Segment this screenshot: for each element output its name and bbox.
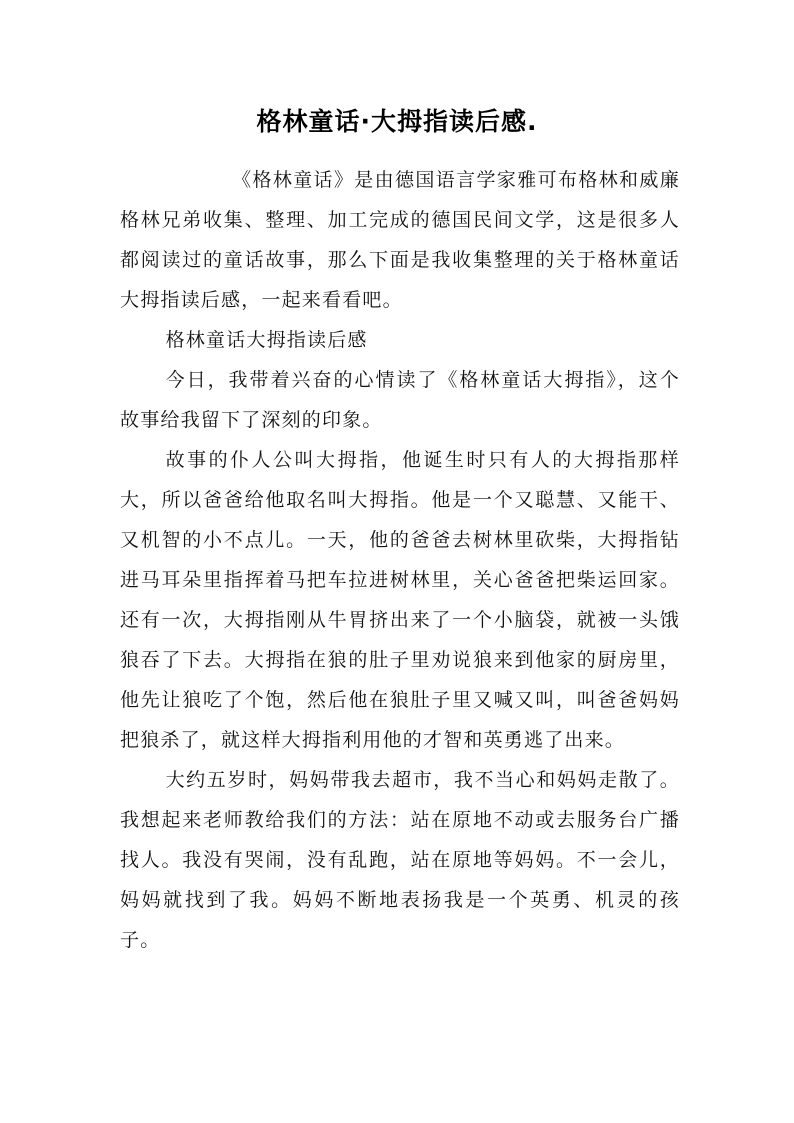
body-paragraph: 大约五岁时，妈妈带我去超市，我不当心和妈妈走散了。我想起来老师教给我们的方法：站在原地不动或去服务台广播找人。我没有哭闹，没有乱跑，站在原地等妈妈。不一会儿，妈妈就找到了我。妈妈不断地表扬我是一个英勇、机灵的孩子。 — [120, 769, 680, 951]
body-paragraph: 故事的仆人公叫大拇指，他诞生时只有人的大拇指那样大，所以爸爸给他取名叫大拇指。他是一个又聪慧、又能干、又机智的小不点儿。一天，他的爸爸去树林里砍柴，大拇指钻进马耳朵里指挥着马把车拉进树林里，关心爸爸把柴运回家。还有一次，大拇指刚从牛胃挤出来了一个小脑袋，就被一头饿狼吞了下去。大拇指在狼的肚子里劝说狼来到他家的厨房里，他先让狼吃了个饱，然后他在狼肚子里又喊又叫，叫爸爸妈妈把狼杀了，就这样大拇指利用他的才智和英勇逃了出来。 — [120, 449, 680, 751]
body-paragraph: 今日，我带着兴奋的心情读了《格林童话大拇指》，这个故事给我留下了深刻的印象。 — [120, 369, 680, 431]
section-heading: 格林童话大拇指读后感 — [165, 329, 368, 351]
document-body — [120, 160, 680, 960]
document-title: 格林童话·大拇指读后感. — [256, 107, 538, 136]
intro-paragraph: 《格林童话》是由德国语言学家雅可布格林和威廉格林兄弟收集、整理、加工完成的德国民间文学，这是很多人都阅读过的童话故事，那么下面是我收集整理的关于格林童话大拇指读后感，一起来看看吧。 — [120, 169, 680, 311]
